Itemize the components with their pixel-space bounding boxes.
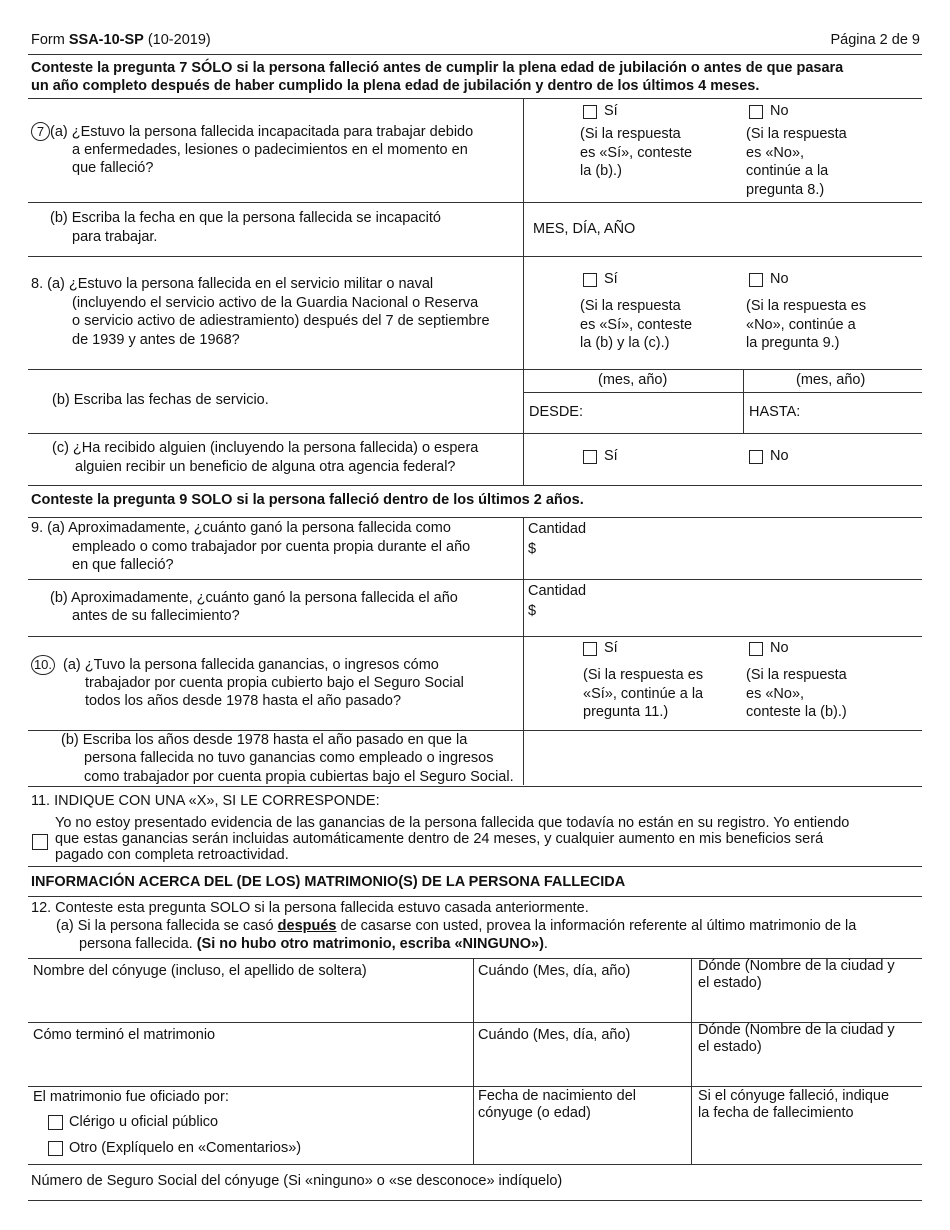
q9a-line2: empleado o como trabajador por cuenta propia durante el año: [72, 539, 471, 555]
q10a-no-label: No: [770, 640, 789, 656]
instruction-q9: Conteste la pregunta 9 SOLO si la persona falleció dentro de los últimos 2 años.: [31, 492, 584, 508]
q10a-yes-checkbox[interactable]: [583, 642, 597, 656]
q9b-amount-field[interactable]: $: [528, 603, 537, 619]
q10b-line3: como trabajador por cuenta propia cubiertas bajo el Seguro Social.: [84, 769, 514, 785]
q8a-line3: o servicio activo de adiestramiento) después del 7 de septiembre: [72, 313, 490, 329]
form-id: SSA-10-SP: [68, 32, 144, 48]
q10a-yes-note-2: «Sí», continúe a la: [583, 686, 704, 702]
q9b-question: (b) Aproximadamente, ¿cuánto ganó la persona fallecida el año: [50, 590, 458, 606]
end-place-line2: el estado): [698, 1039, 762, 1055]
q8a-line2: (incluyendo el servicio activo de la Guardia Nacional o Reserva: [72, 295, 479, 311]
divider: [28, 517, 922, 518]
q8b-from-hint: (mes, año): [598, 372, 668, 388]
q7a-line3: que falleció?: [72, 160, 154, 176]
divider: [28, 433, 922, 434]
divider: [523, 392, 922, 393]
q7a-question: 7 (a) ¿Estuvo la persona fallecida incapacitada para trabajar debido: [31, 122, 473, 142]
spouse-birth-line2: cónyuge (o edad): [478, 1105, 591, 1121]
divider: [28, 866, 922, 867]
q7a-no-note-2: es «No»,: [746, 145, 805, 161]
q11-title: 11. INDIQUE CON UNA «X», SI LE CORRESPONDE:: [31, 793, 380, 809]
q7b-question: (b) Escriba la fecha en que la persona fallecida se incapacitó: [50, 210, 441, 226]
q8a-yes-note-3: la (b) y la (c).): [580, 335, 670, 351]
q7b-line2: para trabajar.: [72, 229, 158, 245]
form-title: Form SSA-10-SP (10-2019): [31, 32, 211, 48]
divider: [28, 1086, 922, 1087]
q8b-from-field[interactable]: DESDE:: [529, 404, 583, 420]
spouse-death-field[interactable]: Si el cónyuge falleció, indique: [698, 1088, 890, 1104]
q8b-question: (b) Escriba las fechas de servicio.: [52, 392, 269, 408]
divider: [28, 256, 922, 257]
divider: [28, 896, 922, 897]
spouse-birth-field[interactable]: Fecha de nacimiento del: [478, 1088, 636, 1104]
q8a-yes-note-1: (Si la respuesta: [580, 298, 681, 314]
q8c-question: (c) ¿Ha recibido alguien (incluyendo la persona fallecida) o espera: [52, 440, 479, 456]
q8a-no-note-1: (Si la respuesta es: [746, 298, 867, 314]
q8a-no-note-3: la pregunta 9.): [746, 335, 840, 351]
divider: [28, 54, 922, 55]
divider: [28, 786, 922, 787]
q10a-line2: trabajador por cuenta propia cubierto bajo el Seguro Social: [85, 675, 464, 691]
officiated-label: El matrimonio fue oficiado por:: [33, 1089, 229, 1105]
marriage-section-title: INFORMACIÓN ACERCA DEL (DE LOS) MATRIMONIO(S) DE LA PERSONA FALLECIDA: [31, 874, 626, 890]
q10b-answer-field[interactable]: [525, 732, 921, 784]
q7a-no-checkbox[interactable]: [749, 105, 763, 119]
q12a-question: (a) Si la persona fallecida se casó después de casarse con usted, provea la información referente al último matrimonio de la: [56, 918, 857, 934]
q7a-yes-note-2: es «Sí», conteste: [580, 145, 693, 161]
divider: [28, 369, 922, 370]
q9b-line2: antes de su fallecimiento?: [72, 608, 240, 624]
q8b-to-field[interactable]: HASTA:: [749, 404, 801, 420]
divider: [28, 579, 922, 580]
q7b-date-field[interactable]: MES, DÍA, AÑO: [533, 221, 636, 237]
divider: [28, 202, 922, 203]
q8a-line4: de 1939 y antes de 1968?: [72, 332, 240, 348]
clergy-checkbox[interactable]: [48, 1115, 63, 1130]
spouse-death-line2: la fecha de fallecimiento: [698, 1105, 854, 1121]
q7a-yes-note-3: la (b).): [580, 163, 622, 179]
q8a-question: 8. (a) ¿Estuvo la persona fallecida en el servicio militar o naval: [31, 276, 434, 292]
instruction-q7: Conteste la pregunta 7 SÓLO si la persona falleció antes de cumplir la plena edad de jubilación o antes de que pasara: [31, 60, 844, 76]
emphasis-despues: después: [277, 918, 337, 934]
q10a-no-note-3: conteste la (b).): [746, 704, 847, 720]
q8a-yes-label: Sí: [604, 271, 618, 287]
q9a-amount-label: Cantidad: [528, 521, 587, 537]
page-number: Página 2 de 9: [830, 32, 920, 48]
spouse-name-field[interactable]: Nombre del cónyuge (incluso, el apellido de soltera): [33, 963, 367, 979]
q10b-question: (b) Escriba los años desde 1978 hasta el año pasado en que la: [61, 732, 468, 748]
q8c-no-label: No: [770, 448, 789, 464]
divider: [28, 1200, 922, 1201]
q11-statement-line2: que estas ganancias serán incluidas automáticamente dentro de 24 meses, y cualquier aumento en mis beneficios será: [55, 831, 824, 847]
q7a-yes-label: Sí: [604, 103, 618, 119]
q10b-line2: persona fallecida no tuvo ganancias como empleado o ingresos: [84, 750, 494, 766]
clergy-label: Clérigo u oficial público: [69, 1114, 219, 1130]
q11-statement: Yo no estoy presentado evidencia de las ganancias de la persona fallecida que todavía no están en su registro. Yo entiendo: [55, 815, 850, 831]
q8a-yes-note-2: es «Sí», conteste: [580, 317, 693, 333]
q7a-line2: a enfermedades, lesiones o padecimientos en el momento en: [72, 142, 468, 158]
marriage-place-line2: el estado): [698, 975, 762, 991]
q9a-amount-field[interactable]: $: [528, 541, 537, 557]
q8c-yes-label: Sí: [604, 448, 618, 464]
q12-question: 12. Conteste esta pregunta SOLO si la persona fallecida estuvo casada anteriormente.: [31, 900, 589, 916]
q8b-to-hint: (mes, año): [796, 372, 866, 388]
end-date-field[interactable]: Cuándo (Mes, día, año): [478, 1027, 631, 1043]
q9b-amount-label: Cantidad: [528, 583, 587, 599]
divider: [28, 636, 922, 637]
q7a-yes-note: (Si la respuesta: [580, 126, 681, 142]
q8c-line2: alguien recibir un beneficio de alguna otra agencia federal?: [75, 459, 456, 475]
q8c-yes-checkbox[interactable]: [583, 450, 597, 464]
divider: [28, 98, 922, 99]
q8a-no-note-2: «No», continúe a: [746, 317, 856, 333]
q9a-question: 9. (a) Aproximadamente, ¿cuánto ganó la persona fallecida como: [31, 520, 451, 536]
q11-checkbox[interactable]: [32, 834, 48, 850]
marriage-place-field[interactable]: Dónde (Nombre de la ciudad y: [698, 958, 895, 974]
other-checkbox[interactable]: [48, 1141, 63, 1156]
column-divider: [691, 958, 692, 1164]
q11-statement-line3: pagado con completa retroactividad.: [55, 847, 289, 863]
q12a-line2: persona fallecida. (Si no hubo otro matrimonio, escriba «NINGUNO»).: [79, 936, 548, 952]
q8a-yes-checkbox[interactable]: [583, 273, 597, 287]
column-divider: [743, 369, 744, 433]
end-place-field[interactable]: Dónde (Nombre de la ciudad y: [698, 1022, 895, 1038]
instruction-q7-line2: un año completo después de haber cumplido la plena edad de jubilación y dentro de los últimos 4 meses.: [31, 78, 760, 94]
q10a-no-note-1: (Si la respuesta: [746, 667, 847, 683]
spouse-ssn-field[interactable]: Número de Seguro Social del cónyuge (Si «ninguno» o «se desconoce» indíquelo): [31, 1173, 563, 1189]
divider: [28, 1164, 922, 1165]
q8c-no-checkbox[interactable]: [749, 450, 763, 464]
q10a-question: 10. (a) ¿Tuvo la persona fallecida ganancias, o ingresos cómo: [31, 655, 439, 675]
q7-number: 7: [31, 122, 50, 141]
q10a-yes-label: Sí: [604, 640, 618, 656]
q7a-no-label: No: [770, 103, 789, 119]
q7a-no-note-3: continúe a la: [746, 163, 829, 179]
other-label: Otro (Explíquelo en «Comentarios»): [69, 1140, 302, 1156]
how-ended-field[interactable]: Cómo terminó el matrimonio: [33, 1027, 216, 1043]
q7a-no-note-4: pregunta 8.): [746, 182, 825, 198]
marriage-date-field[interactable]: Cuándo (Mes, día, año): [478, 963, 631, 979]
q8a-no-checkbox[interactable]: [749, 273, 763, 287]
q10-number: 10.: [31, 655, 55, 675]
q9a-line3: en que falleció?: [72, 557, 174, 573]
column-divider: [473, 958, 474, 1164]
q10a-no-checkbox[interactable]: [749, 642, 763, 656]
q10a-yes-note-1: (Si la respuesta es: [583, 667, 704, 683]
q10a-line3: todos los años desde 1978 hasta el año pasado?: [85, 693, 402, 709]
q10a-yes-note-3: pregunta 11.): [583, 704, 669, 720]
q7a-no-note-1: (Si la respuesta: [746, 126, 847, 142]
q8a-no-label: No: [770, 271, 789, 287]
q10a-no-note-2: es «No»,: [746, 686, 805, 702]
q7a-yes-checkbox[interactable]: [583, 105, 597, 119]
